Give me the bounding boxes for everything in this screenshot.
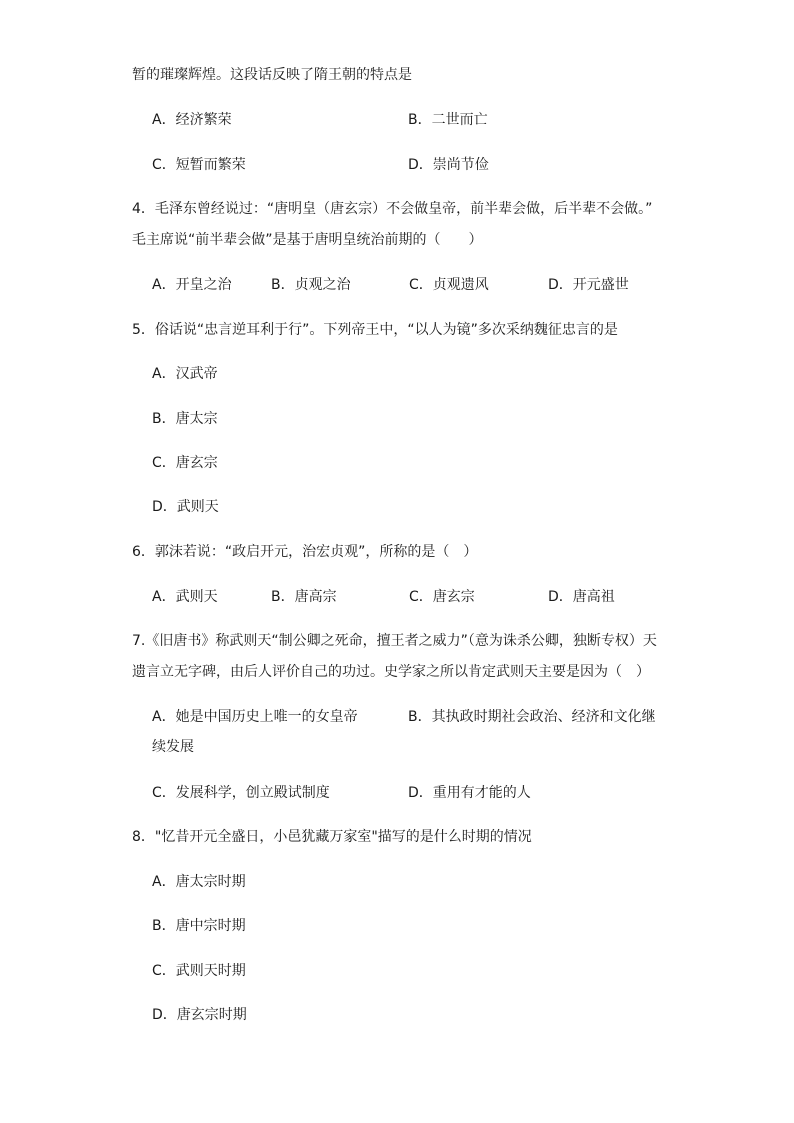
q7-option-d[interactable]: D．重用有才能的人 xyxy=(408,785,531,801)
q5-option-c[interactable]: C．唐玄宗 xyxy=(152,455,218,471)
q3-option-a[interactable]: A．经济繁荣 xyxy=(152,112,232,128)
q8-option-a[interactable]: A．唐太宗时期 xyxy=(152,874,246,890)
q3-stem-tail: 暂的璀璨辉煌。这段话反映了隋王朝的特点是 xyxy=(132,67,412,83)
q6-option-d[interactable]: D．唐高祖 xyxy=(548,589,615,605)
q6-option-b[interactable]: B．唐高宗 xyxy=(271,589,337,605)
q6-option-c[interactable]: C．唐玄宗 xyxy=(409,589,475,605)
q3-option-c[interactable]: C．短暂而繁荣 xyxy=(152,157,246,173)
q3-option-d[interactable]: D．崇尚节俭 xyxy=(408,157,489,173)
q8-option-b[interactable]: B．唐中宗时期 xyxy=(152,918,246,934)
q8-stem: 8．"忆昔开元全盛日，小邑犹藏万家室"描写的是什么时期的情况 xyxy=(132,829,532,845)
q4-option-c[interactable]: C．贞观遗风 xyxy=(409,277,489,293)
q7-stem-line2: 遗言立无字碑，由后人评价自己的功过。史学家之所以肯定武则天主要是因为（ ） xyxy=(132,664,650,680)
q4-option-b[interactable]: B．贞观之治 xyxy=(271,277,351,293)
q8-option-d[interactable]: D．唐玄宗时期 xyxy=(152,1007,247,1023)
q8-option-c[interactable]: C．武则天时期 xyxy=(152,963,246,979)
q5-option-b[interactable]: B．唐太宗 xyxy=(152,411,218,427)
q4-option-a[interactable]: A．开皇之治 xyxy=(152,277,232,293)
q6-stem: 6．郭沫若说：“政启开元，治宏贞观”，所称的是（ ） xyxy=(132,544,478,560)
q7-option-c[interactable]: C．发展科学，创立殿试制度 xyxy=(152,785,330,801)
q4-stem-line2: 毛主席说“前半辈会做”是基于唐明皇统治前期的（ ） xyxy=(132,232,483,248)
q7-stem-line1: 7.《旧唐书》称武则天“制公卿之死命，擅王者之威力”（意为诛杀公卿，独断专权）天 xyxy=(132,633,657,649)
q5-stem: 5．俗话说“忠言逆耳利于行”。下列帝王中，“以人为镜”多次采纳魏征忠言的是 xyxy=(132,322,618,338)
q7-option-b-continued: 续发展 xyxy=(152,739,194,755)
q3-option-b[interactable]: B．二世而亡 xyxy=(408,112,488,128)
q6-option-a[interactable]: A．武则天 xyxy=(152,589,218,605)
q5-option-d[interactable]: D．武则天 xyxy=(152,499,219,515)
q4-stem-line1: 4．毛泽东曾经说过：“唐明皇（唐玄宗）不会做皇帝，前半辈会做，后半辈不会做。” xyxy=(132,201,653,217)
q7-option-a[interactable]: A．她是中国历史上唯一的女皇帝 xyxy=(152,709,358,725)
q7-option-b[interactable]: B．其执政时期社会政治、经济和文化继 xyxy=(408,709,656,725)
q5-option-a[interactable]: A．汉武帝 xyxy=(152,366,218,382)
q4-option-d[interactable]: D．开元盛世 xyxy=(548,277,629,293)
